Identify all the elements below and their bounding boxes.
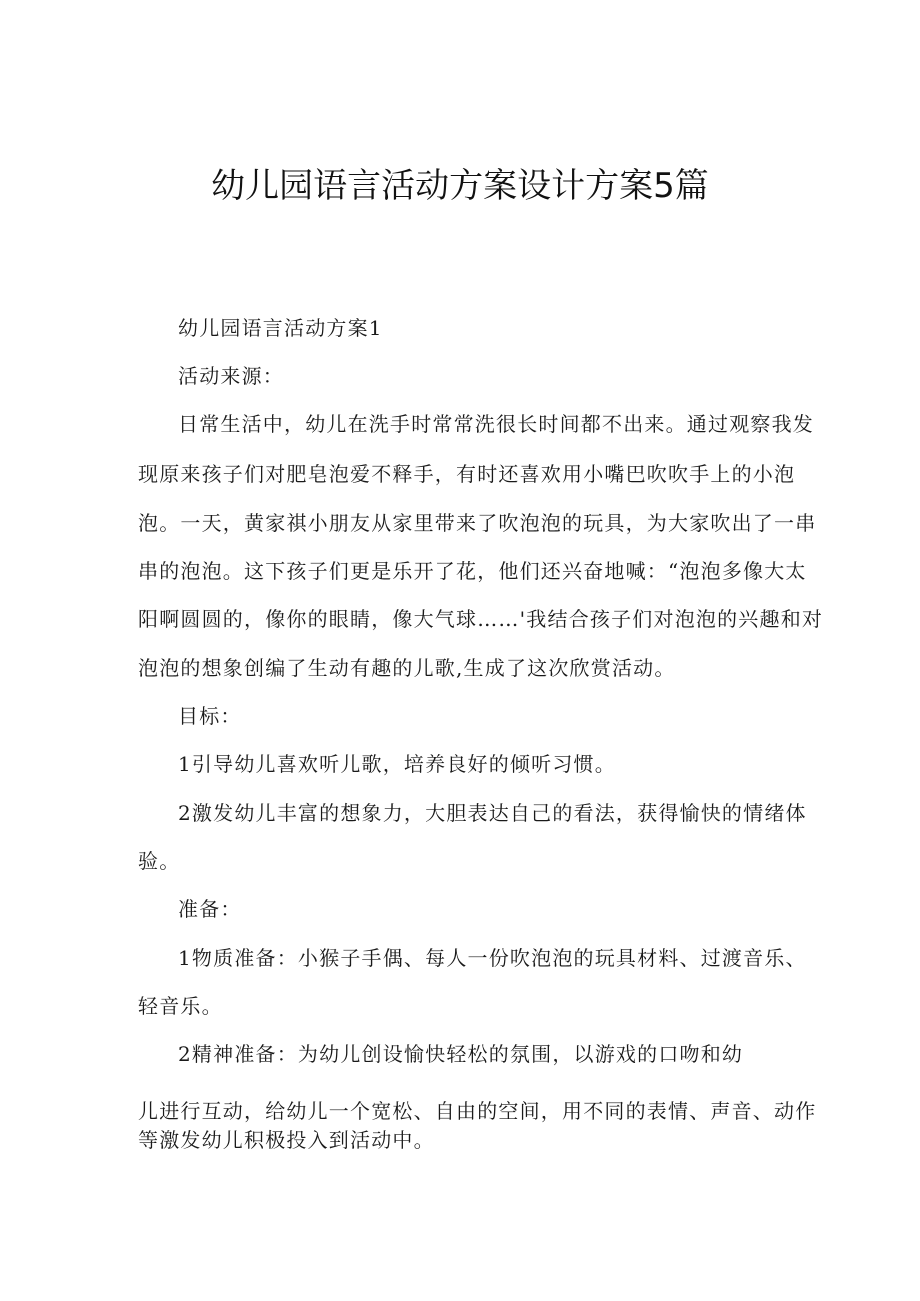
paragraph-line: 串的泡泡。这下孩子们更是乐开了花，他们还兴奋地喊：“泡泡多像大太 bbox=[138, 559, 807, 583]
paragraph-line: 2激发幼儿丰富的想象力，大胆表达自己的看法，获得愉快的情绪体 bbox=[178, 801, 807, 825]
document-title: 幼儿园语言活动方案设计方案5篇 bbox=[211, 166, 709, 206]
paragraph-line: 儿进行互动，给幼儿一个宽松、自由的空间，用不同的表情、声音、动作 bbox=[138, 1099, 817, 1123]
paragraph-line: 活动来源： bbox=[178, 364, 284, 388]
paragraph-line: 阳啊圆圆的，像你的眼睛，像大气球……'我结合孩子们对泡泡的兴趣和对 bbox=[138, 607, 824, 631]
paragraph-line: 1引导幼儿喜欢听儿歌，培养良好的倾听习惯。 bbox=[178, 752, 616, 776]
paragraph-line: 幼儿园语言活动方案1 bbox=[178, 316, 383, 340]
paragraph-line: 泡泡的想象创编了生动有趣的儿歌,生成了这次欣赏活动。 bbox=[138, 656, 676, 680]
paragraph-line: 日常生活中，幼儿在洗手时常常洗很长时间都不出来。通过观察我发 bbox=[178, 412, 814, 436]
paragraph-line: 轻音乐。 bbox=[138, 994, 223, 1018]
paragraph-line: 现原来孩子们对肥皂泡爱不释手，有时还喜欢用小嘴巴吹吹手上的小泡 bbox=[138, 462, 796, 486]
paragraph-line: 等激发幼儿积极投入到活动中。 bbox=[138, 1128, 435, 1152]
paragraph-line: 验。 bbox=[138, 849, 181, 873]
paragraph-line: 2精神准备：为幼儿创设愉快轻松的氛围，以游戏的口吻和幼 bbox=[178, 1042, 744, 1066]
paragraph-line: 泡。一天，黄家祺小朋友从家里带来了吹泡泡的玩具，为大家吹出了一串 bbox=[138, 511, 817, 535]
paragraph-line: 目标： bbox=[178, 704, 242, 728]
paragraph-line: 1物质准备：小猴子手偶、每人一份吹泡泡的玩具材料、过渡音乐、 bbox=[178, 946, 807, 970]
paragraph-line: 准备： bbox=[178, 897, 242, 921]
